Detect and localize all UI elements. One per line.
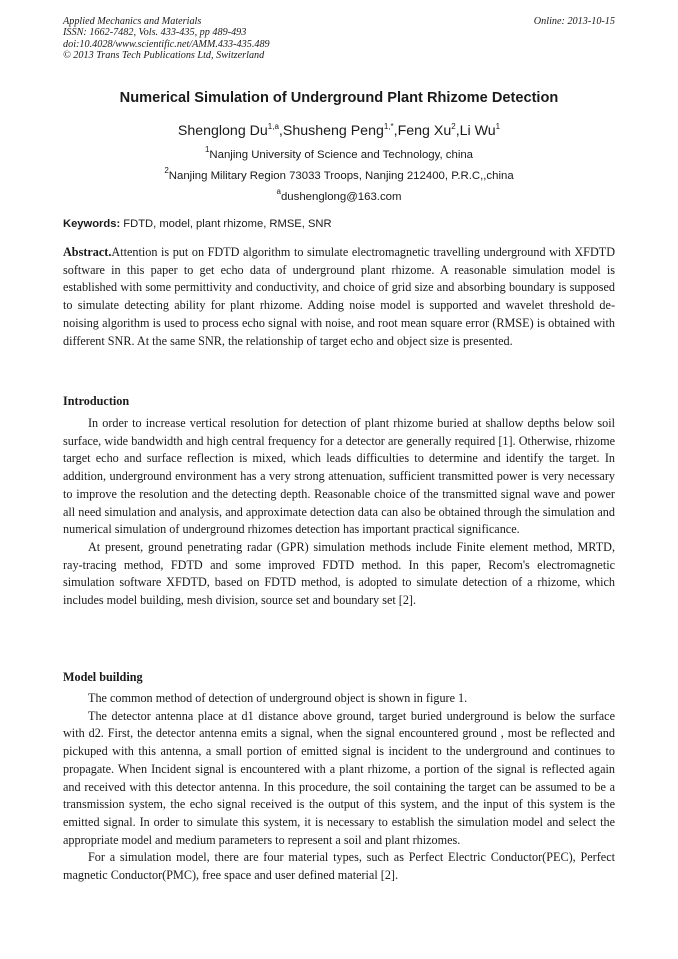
keywords-text: FDTD, model, plant rhizome, RMSE, SNR: [120, 218, 332, 230]
model-building-section: [63, 690, 615, 885]
journal-copyright: © 2013 Trans Tech Publications Ltd, Switzerland: [63, 50, 265, 62]
author-affiliation-mark: 1,a: [267, 122, 279, 131]
journal-doi: doi:10.4028/www.scientific.net/AMM.433-435.489: [63, 38, 270, 50]
journal-header: [63, 16, 615, 62]
email-text: dushenglong@163.com: [280, 191, 402, 203]
model-building-heading: Model building: [63, 670, 143, 684]
author-name: Shusheng Peng: [282, 123, 384, 139]
author-affiliation-mark: 1: [495, 122, 501, 131]
paragraph: At present, ground penetrating radar (GPR) simulation methods include Finite element method, MRTD, ray-tracing method, FDTD and some improved FDTD method. In this paper, Recom's electromagnetic simulation software XFDTD, based on FDTD method, is adopted to simulate detection of a rhizome, which includes model building, mesh division, source set and boundary set [2].: [63, 539, 615, 608]
affiliation-1: [0, 145, 678, 161]
author-affiliation-mark: 2: [451, 122, 456, 131]
keywords-label: Keywords:: [63, 218, 121, 230]
journal-issn: ISSN: 1662-7482, Vols. 433-435, pp 489-493: [63, 27, 247, 39]
author-affiliation-mark: 1,*: [383, 122, 394, 131]
abstract-text: Attention is put on FDTD algorithm to simulate electromagnetic travelling underground with XFDTD software in this paper to get echo data of underground plant rhizome. A reasonable simulation model is established with some permittivity and conductivity, and choice of grid size and absorbing boundary is supposed to simulate detecting ability for plant rhizome. Adding noise model is supported and wavelet threshold de-noising algorithm is used to process echo signal with noise, and root mean square error (RMSE) is obtained with different SNR. At the same SNR, the relationship of target echo and object size is presented.: [63, 245, 615, 348]
affiliation-text: Nanjing Military Region 73033 Troops, Nanjing 212400, P.R.C,,china: [168, 170, 514, 182]
paragraph: The common method of detection of underground object is shown in figure 1.: [88, 691, 468, 705]
author-separator: ,: [393, 123, 398, 139]
author-name: Shenglong Du: [177, 123, 268, 139]
online-date: Online: 2013-10-15: [533, 16, 615, 27]
abstract-label: Abstract.: [63, 245, 112, 259]
author-separator: ,: [278, 123, 283, 139]
affiliation-mark: 2: [164, 166, 169, 175]
paragraph: For a simulation model, there are four material types, such as Perfect Electric Conductor(PEC), Perfect magnetic Conductor(PMC), free space and user defined material [2].: [63, 850, 615, 883]
affiliation-mark: a: [276, 187, 281, 196]
paragraph: In order to increase vertical resolution for detection of plant rhizome buried at shallow depths below soil surface, wide bandwidth and high central frequency for a detector are generally required [1]. Otherwise, rhizome target echo and surface reflection is mixed, which leads difficulties to determine and identify the target. In addition, underground environment has a very strong attenuation, sufficient transmitted power is very necessary to improve the resolution and the detecting depth. Reasonable choice of the transmitted signal wave and power all need simulation and analysis, and approximate detection data can also be obtained through the simulation and numerical simulation of underground rhizomes detection has important practical significance.: [63, 416, 615, 537]
author-name: Feng Xu: [397, 123, 452, 139]
affiliation-text: Nanjing University of Science and Technology, china: [209, 149, 474, 161]
paragraph: The detector antenna place at d1 distance above ground, target buried underground is below the surface with d2. First, the detector antenna emits a signal, when the signal encountered ground , most be reflected and pickuped with this antenna, a small portion of emitted signal is incident to the underground and continues to propagate. When Incident signal is encountered with a plant rhizome, a portion of the signal is reflected again and received with this detector antenna. In this procedure, the soil containing the target can be assumed to be a transmission system, the echo signal received is the output of this system, and the input of this system is the emitted signal. In order to simulate this system, it is necessary to establish the simulation model and select the appropriate model and medium parameters to represent a soil and plant rhizomes.: [63, 708, 615, 847]
author-name: Li Wu: [459, 123, 496, 139]
journal-name: Applied Mechanics and Materials: [63, 16, 202, 27]
introduction-section: [63, 415, 615, 610]
introduction-heading: Introduction: [63, 394, 130, 408]
author-separator: ,: [455, 123, 460, 139]
author-list: [0, 123, 678, 139]
keywords: [63, 218, 615, 230]
paper-title: Numerical Simulation of Underground Plant Rhizome Detection: [119, 90, 559, 106]
affiliation-mark: 1: [204, 145, 210, 154]
affiliation-2: [0, 166, 678, 182]
abstract: [63, 244, 615, 350]
author-email: [0, 187, 678, 203]
